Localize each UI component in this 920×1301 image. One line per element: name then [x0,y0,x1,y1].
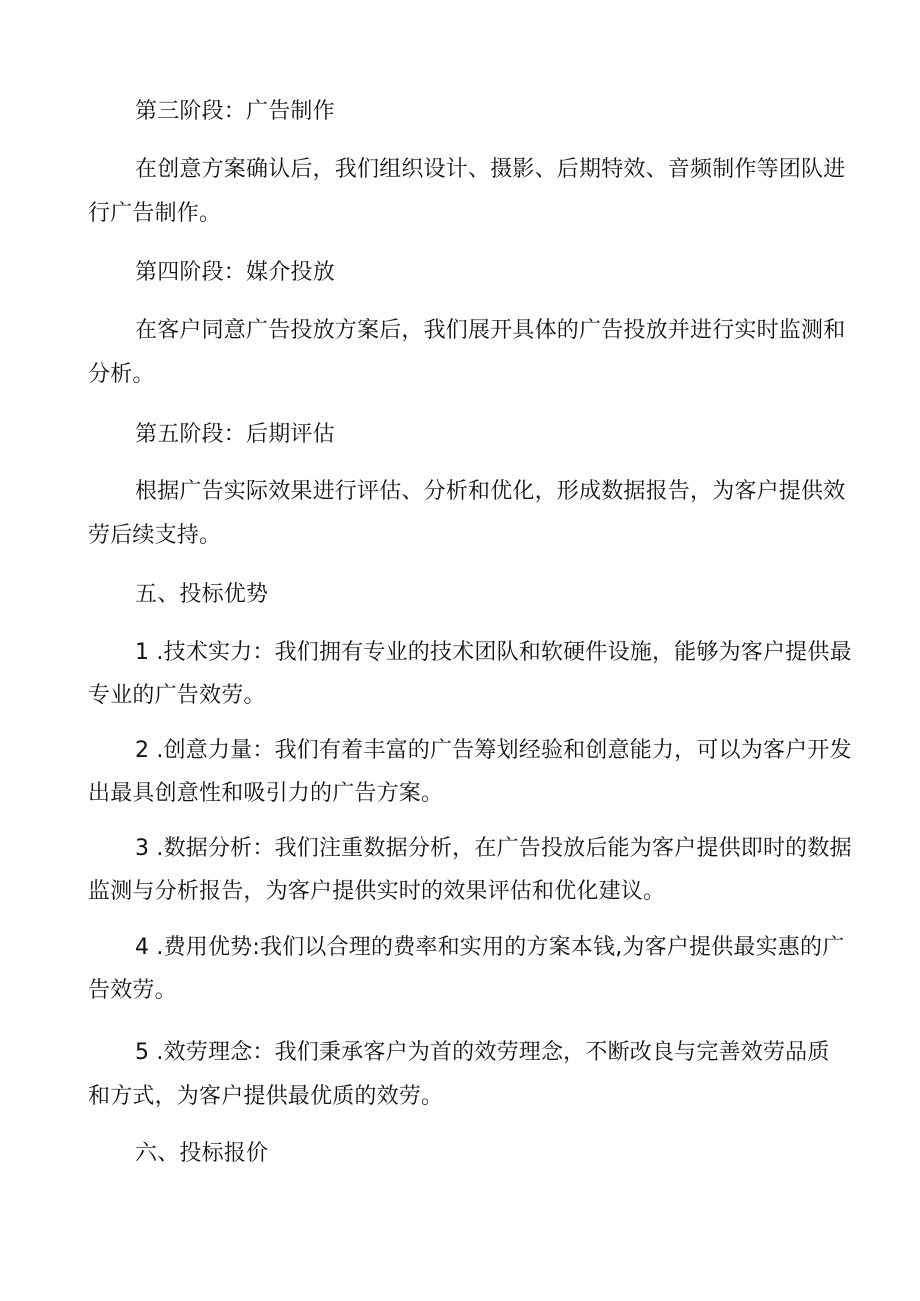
stage4-body-line1: 在客户同意广告投放方案后，我们展开具体的广告投放并进行实时监测和 [135,318,846,343]
stage3-body-line2: 行广告制作。 [88,201,222,226]
stage5-body-line1: 根据广告实际效果进行评估、分析和优化，形成数据报告，为客户提供效 [135,479,846,504]
advantage4-line1: 4 .费用优势:我们以合理的费率和实用的方案本钱,为客户提供最实惠的广 [135,935,845,960]
advantage1-line1: 1 .技术实力：我们拥有专业的技术团队和软硬件设施，能够为客户提供最 [135,640,852,665]
advantage1-line2: 专业的广告效劳。 [88,683,266,708]
advantage2-line2: 出最具创意性和吸引力的广告方案。 [88,781,444,806]
advantage3-line2: 监测与分析报告，为客户提供实时的效果评估和优化建议。 [88,879,666,904]
section5-heading: 五、投标优势 [135,582,269,607]
advantage2-line1: 2 .创意力量：我们有着丰富的广告筹划经验和创意能力，可以为客户开发 [135,738,852,763]
stage4-heading: 第四阶段：媒介投放 [135,260,335,285]
stage5-heading: 第五阶段：后期评估 [135,422,335,447]
advantage5-line1: 5 .效劳理念：我们秉承客户为首的效劳理念，不断改良与完善效劳品质 [135,1040,830,1065]
stage5-body-line2: 劳后续支持。 [88,523,222,548]
section6-heading: 六、投标报价 [135,1141,269,1166]
advantage3-line1: 3 .数据分析：我们注重数据分析，在广告投放后能为客户提供即时的数据 [135,836,852,861]
advantage5-line2: 和方式，为客户提供最优质的效劳。 [88,1084,444,1109]
advantage4-line2: 告效劳。 [88,978,177,1003]
stage3-heading: 第三阶段：广告制作 [135,99,335,124]
stage3-body-line1: 在创意方案确认后，我们组织设计、摄影、后期特效、音频制作等团队进 [135,157,846,182]
stage4-body-line2: 分析。 [88,362,155,387]
